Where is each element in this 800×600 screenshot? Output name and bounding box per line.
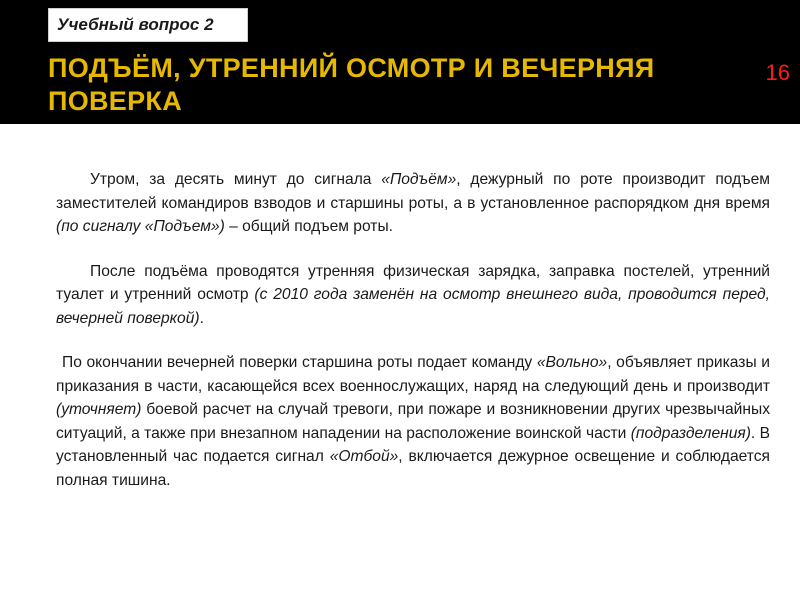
italic-run: (уточняет): [56, 401, 142, 418]
section-badge-label: Учебный вопрос 2: [57, 15, 214, 34]
paragraph-evening-roll-call: [56, 351, 770, 492]
italic-run: «Отбой»: [329, 448, 399, 465]
text-run: После подъёма проводятся утренняя физическая зарядка, заправка постелей, утренний туалет и утренний осмотр: [56, 262, 770, 303]
text-run: , дежурный по роте производит подъем заместителей командиров взводов и старшины роты, а в установленное распорядком дня время: [56, 171, 770, 212]
slide-title: ПОДЪЁМ, УТРЕННИЙ ОСМОТР И ВЕЧЕРНЯЯ ПОВЕРКА: [48, 53, 655, 116]
italic-run: «Подъём»: [381, 171, 457, 188]
header-bar: [0, 0, 800, 124]
text-run: По окончании вечерней поверки старшина роты подает команду: [62, 354, 537, 371]
italic-run: «Вольно»: [536, 354, 608, 371]
text-run: боевой расчет на случай тревоги, при пожаре и возникновении других чрезвычайных ситуаций, а также при внезапном нападении на расположение воинской части: [56, 401, 770, 442]
text-run: Утром, за десять минут до сигнала: [90, 171, 382, 188]
text-run: , объявляет приказы и приказания в части, касающейся всех военнослужащих, наряд на следующий день и производит: [56, 354, 770, 395]
text-run: – общий подъем роты.: [224, 218, 393, 235]
body-text: [56, 168, 770, 513]
paragraph-morning-routine: [56, 260, 770, 331]
text-run: .: [199, 309, 204, 327]
italic-run: (по сигналу «Подъем»): [56, 218, 225, 235]
slide-number: 16: [765, 60, 790, 85]
italic-run: (подразделения): [630, 424, 751, 442]
text-run: . В установленный час подается сигнал: [56, 424, 770, 465]
italic-run: (с 2010 года заменён на осмотр внешнего вида, проводится перед, вечерней поверкой): [56, 286, 770, 327]
text-run: , включается дежурное освещение и соблюдается полная тишина.: [56, 448, 771, 489]
section-badge: [48, 8, 248, 42]
paragraph-wake-up: [56, 168, 770, 239]
